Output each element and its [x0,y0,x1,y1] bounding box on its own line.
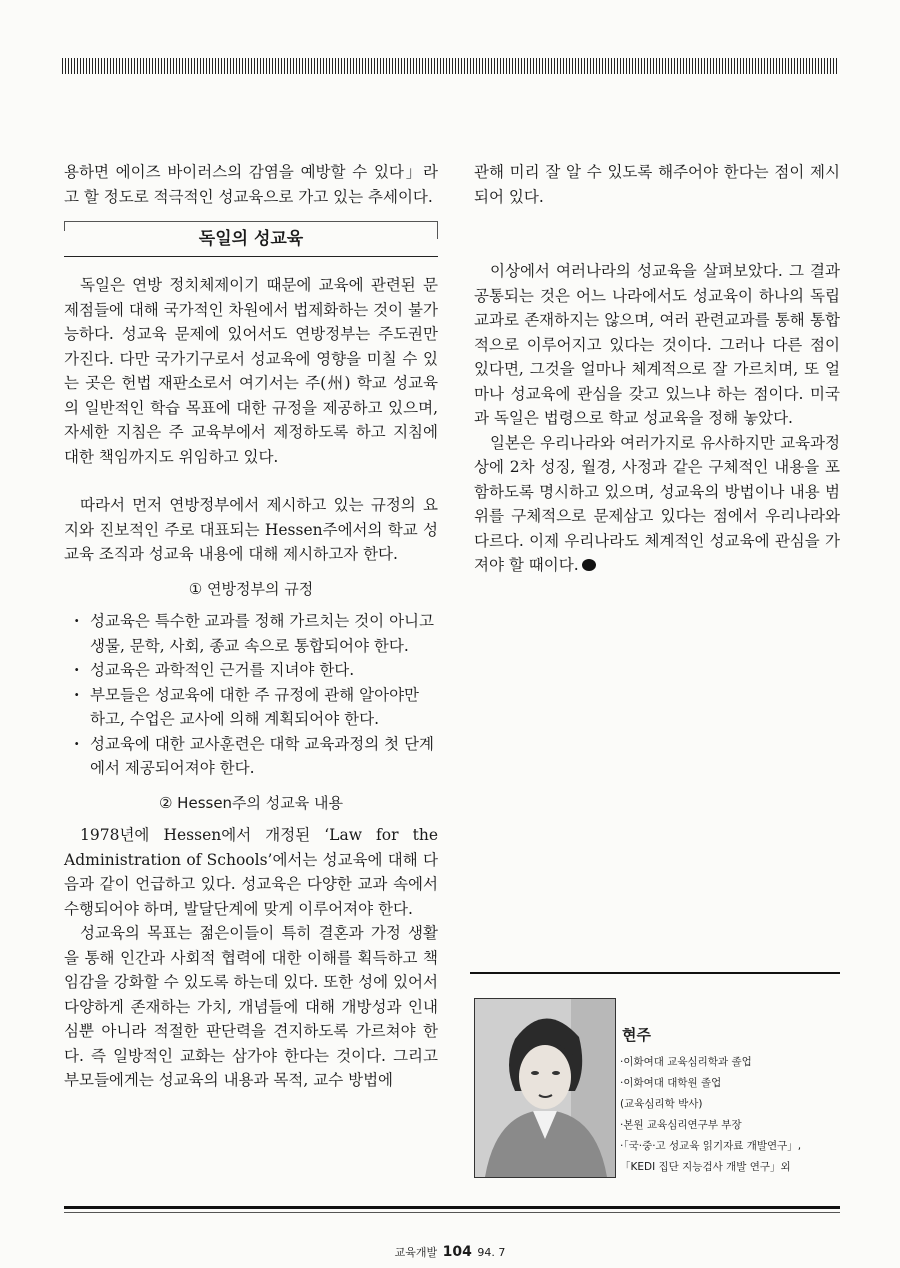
list-item: · 성교육은 과학적인 근거를 지녀야 한다. [68,658,438,683]
list-item: · 성교육은 특수한 교과를 정해 가르치는 것이 아니고 생물, 문학, 사회, 종교 속으로 통합되어야 한다. [68,609,438,658]
continued-paragraph: 관해 미리 잘 알 수 있도록 해주어야 한다는 점이 제시되어 있다. [474,163,840,206]
bottom-rule-thin [64,1212,840,1213]
conclusion-paragraph-2-text: 일본은 우리나라와 여러가지로 유사하지만 교육과정상에 2차 성징, 월경, 사정과 같은 구체적인 내용을 포함하도록 명시하고 있으며, 성교육의 방법이나 내용 범위를 구체적으로 문제삼고 있다는 점에서 우리나라와 다르다. 이제 우리나라도 체계적인 성교육에 관심을 가져야 할 때이다. [474,433,840,574]
list-item: · 성교육에 대한 교사훈련은 대학 교육과정의 첫 단계에서 제공되어져야 한다. [68,732,438,781]
issue-date: 94. 7 [477,1246,506,1259]
author-box-rule [470,972,840,974]
end-mark-icon [582,559,596,571]
intro-paragraph: 용하면 에이즈 바이러스의 감염을 예방할 수 있다」라고 할 정도로 적극적인 성교육으로 가고 있는 추세이다. [64,163,438,206]
list-item: · 부모들은 성교육에 대한 주 규정에 관해 알아야만 하고, 수업은 교사에 의해 계획되어야 한다. [68,683,438,732]
left-column [64,160,438,1093]
credential-item: ·이화여대 교육심리학과 졸업 [620,1056,752,1068]
credential-item: ·이화여대 대학원 졸업 [620,1077,722,1089]
subheading-hessen-content: ② Hessen주의 성교육 내용 [158,793,344,812]
section-title: 독일의 성교육 [198,228,304,249]
credential-item: (교육심리학 박사) [620,1098,703,1110]
right-column [474,160,840,578]
page-footer [0,1244,900,1260]
credential-item: ·본원 교육심리연구부 부장 [620,1119,742,1131]
title-box-tick-left [64,221,65,231]
hessen-paragraph-1: 1978년에 Hessen에서 개정된 ‘Law for the Administration of Schools’에서는 성교육에 대해 다음과 같이 언급하고 있다. 성교육은 다양한 교과 속에서 수행되어야 하며, 발달단계에 맞게 이루어져야 한다. [64,826,438,918]
conclusion-paragraph-2 [474,431,840,578]
germany-paragraph-1: 독일은 연방 정치체제이기 때문에 교육에 관련된 문제점들에 대해 국가적인 차원에서 법제화하는 것이 불가능하다. 성교육 문제에 있어서도 연방정부는 주도권만 가진다. 다만 국가기구로서 성교육에 영향을 미칠 수 있는 곳은 헌법 재판소로서 여기서는 주(州) 학교 성교육의 일반적인 학습 목표에 대한 규정을 제공하고 있으며, 자세한 지침은 주 교육부에서 제정하도록 하고 지침에 대한 책임까지도 위임하고 있다. [64,276,438,466]
author-name: 현주 [622,1026,651,1044]
federal-rules-list [64,609,438,781]
hessen-paragraph-2: 성교육의 목표는 젊은이들이 특히 결혼과 가정 생활을 통해 인간과 사회적 협력에 대한 이해를 획득하고 책임감을 강화할 수 있도록 하는데 있다. 또한 성에 있어서 다양하게 존재하는 가치, 개념들에 대해 개방성과 인내심뿐 아니라 적절한 판단력을 견지하도록 가르쳐야 한다. 즉 일방적인 교화는 삼가야 한다는 것이다. 그리고 부모들에게는 성교육의 내용과 목적, 교수 방법에 [64,924,438,1089]
section-title-box [64,221,438,257]
subheading-federal-rules: ① 연방정부의 규정 [188,579,314,598]
page-number: 104 [442,1244,472,1260]
top-decorative-band [62,58,838,74]
bottom-rule-thick [64,1206,840,1209]
portrait-icon [475,999,615,1177]
germany-paragraph-2: 따라서 먼저 연방정부에서 제시하고 있는 규정의 요지와 진보적인 주로 대표되는 Hessen주에서의 학교 성교육 조직과 성교육 내용에 대해 제시하고자 한다. [64,496,438,563]
magazine-name: 교육개발 [394,1246,438,1259]
author-credentials [620,1052,842,1178]
conclusion-paragraph-1: 이상에서 여러나라의 성교육을 살펴보았다. 그 결과 공통되는 것은 어느 나라에서도 성교육이 하나의 독립교과로 존재하지는 않으며, 여러 관련교과를 통해 통합적으로 이루어지고 있다는 것이다. 그러나 다른 점이 있다면, 그것을 얼마나 체계적으로 잘 가르치며, 또 얼마나 성교육에 관심을 갖고 있느냐 하는 점이다. 미국과 독일은 법령으로 학교 성교육을 정해 놓았다. [474,262,840,427]
author-photo [474,998,616,1178]
credential-item: 「KEDI 집단 지능검사 개발 연구」외 [620,1161,791,1173]
credential-item: ·「국·중·고 성교육 읽기자료 개발연구」, [620,1140,802,1152]
title-box-tick-right [437,221,438,239]
